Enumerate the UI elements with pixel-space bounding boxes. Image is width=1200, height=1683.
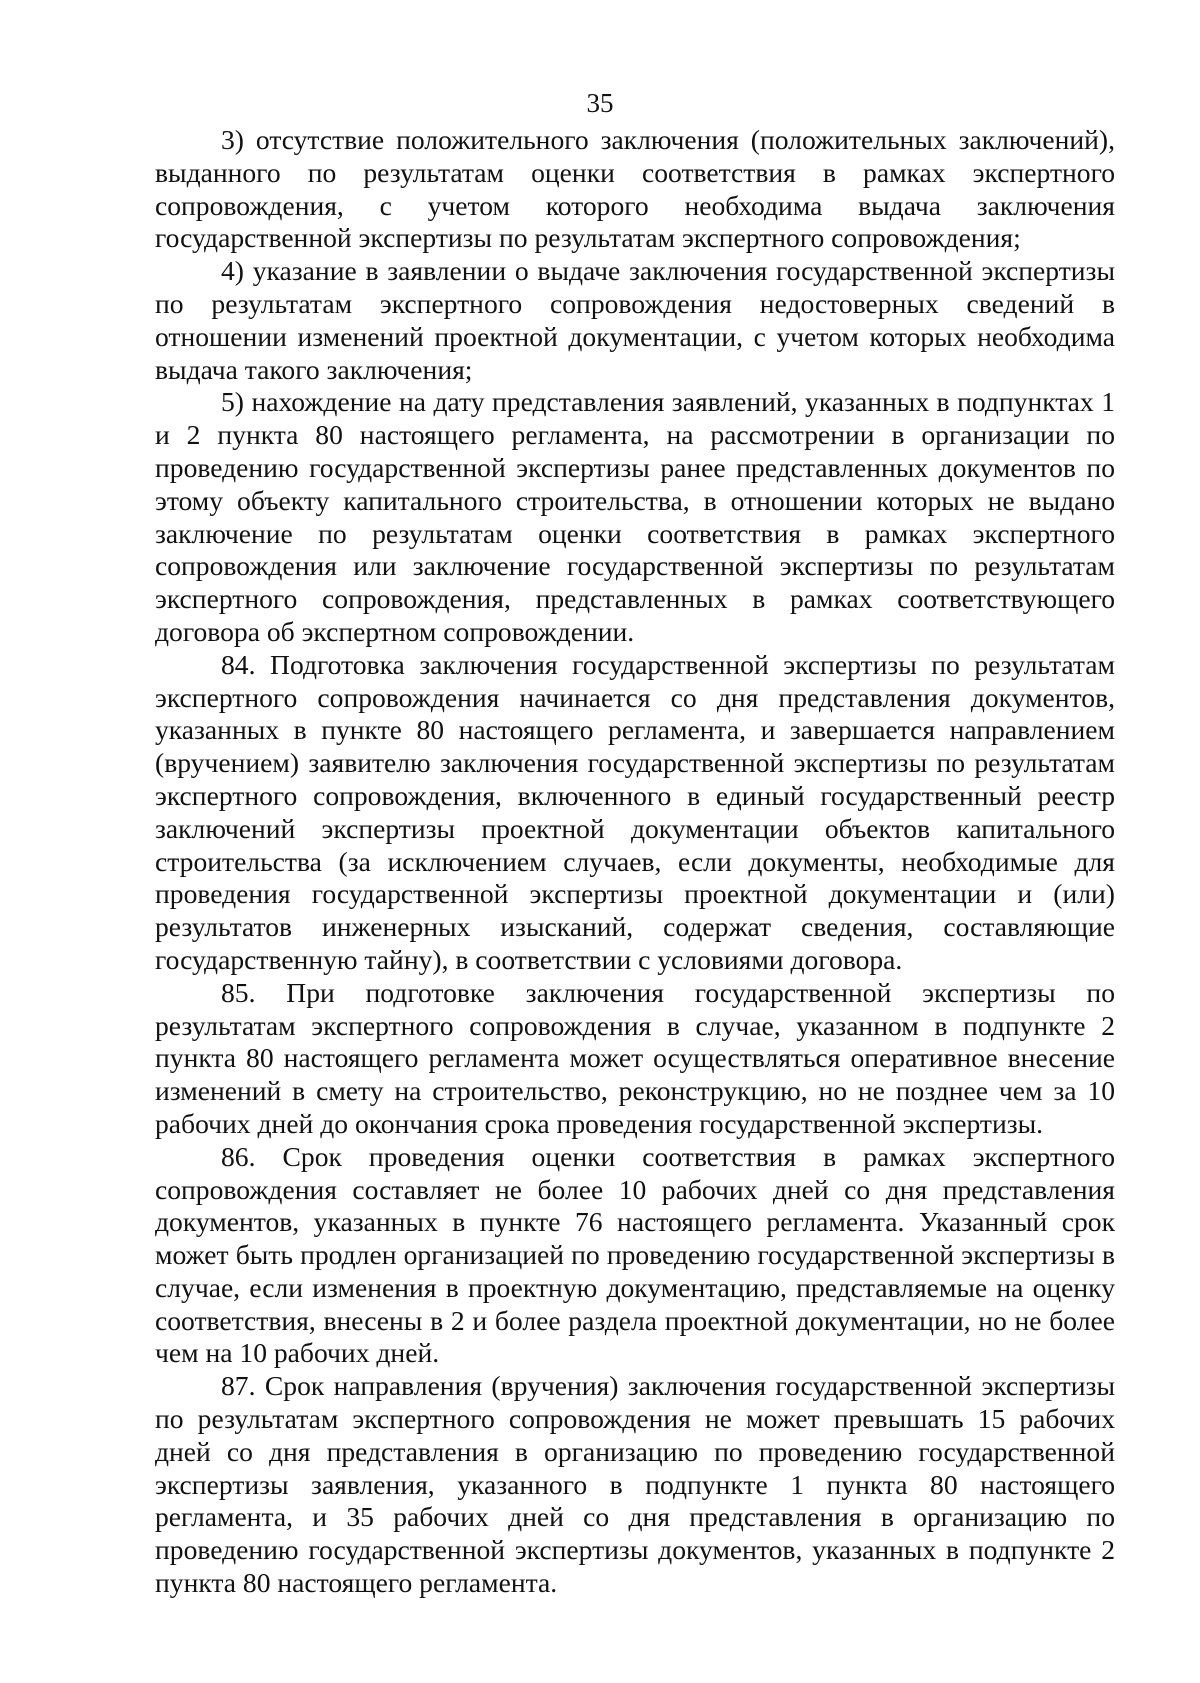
paragraph-item-5: 5) нахождение на дату представления заявлений, указанных в подпунктах 1 и 2 пункта 80 настоящего регламента, на рассмотрении в организации по проведению государственной экспертизы ранее представленных документов по этому объекту капитального строительства, в отношении которых не выдано заключение по результатам оценки соответствия в рамках экспертного сопровождения или заключение государственной экспертизы по результатам экспертного сопровождения, представленных в рамках соответствующего договора об экспертном сопровождении. [155, 386, 1115, 647]
paragraph-84: 84. Подготовка заключения государственной экспертизы по результатам экспертного сопровождения начинается со дня представления документов, указанных в пункте 80 настоящего регламента, и завершается направлением (вручением) заявителю заключения государственной экспертизы по результатам экспертного сопровождения, включенного в единый государственный реестр заключений экспертизы проектной документации объектов капитального строительства (за исключением случаев, если документы, необходимые для проведения государственной экспертизы проектной документации и (или) результатов инженерных изысканий, содержат сведения, составляющие государственную тайну), в соответствии с условиями договора. [155, 648, 1115, 975]
paragraph-item-4: 4) указание в заявлении о выдаче заключения государственной экспертизы по результатам экспертного сопровождения недостоверных сведений в отношении изменений проектной документации, с учетом которых необходима выдача такого заключения; [155, 255, 1115, 385]
paragraph-87: 87. Срок направления (вручения) заключения государственной экспертизы по результатам экспертного сопровождения не может превышать 15 рабочих дней со дня представления в организацию по проведению государственной экспертизы заявления, указанного в подпункте 1 пункта 80 настоящего регламента, и 35 рабочих дней со дня представления в организацию по проведению государственной экспертизы документов, указанных в подпункте 2 пункта 80 настоящего регламента. [155, 1370, 1115, 1599]
paragraph-item-3: 3) отсутствие положительного заключения (положительных заключений), выданного по результатам оценки соответствия в рамках экспертного сопровождения, с учетом которого необходима выдача заключения государственной экспертизы по результатам экспертного сопровождения; [155, 124, 1115, 254]
page-number: 35 [586, 88, 614, 118]
paragraph-86: 86. Срок проведения оценки соответствия в рамках экспертного сопровождения составляет не более 10 рабочих дней со дня представления документов, указанных в пункте 76 настоящего регламента. Указанный срок может быть продлен организацией по проведению государственной экспертизы в случае, если изменения в проектную документацию, представляемые на оценку соответствия, внесены в 2 и более раздела проектной документации, но не более чем на 10 рабочих дней. [155, 1140, 1115, 1369]
document-body [155, 124, 1115, 1600]
paragraph-85: 85. При подготовке заключения государственной экспертизы по результатам экспертного сопровождения в случае, указанном в подпункте 2 пункта 80 настоящего регламента может осуществляться оперативное внесение изменений в смету на строительство, реконструкцию, но не позднее чем за 10 рабочих дней до окончания срока проведения государственной экспертизы. [155, 976, 1115, 1139]
